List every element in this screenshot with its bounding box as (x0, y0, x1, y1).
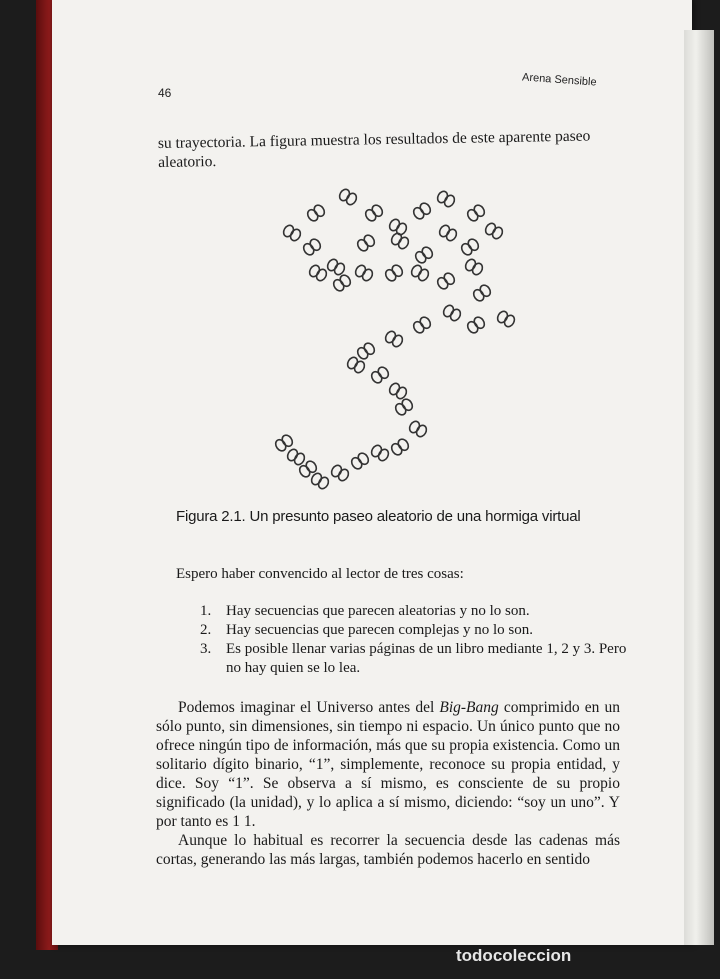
watermark: todocoleccion (456, 946, 572, 965)
lead-paragraph: Espero haber convencido al lector de tres cosas: (176, 566, 464, 582)
footprint-mark (330, 464, 351, 483)
footprint-mark (388, 382, 409, 401)
body-text: Podemos imaginar el Universo antes del Big-Bang comprimido en un sólo punto, sin dimensiones, sin tiempo ni espacio. Un único punto que no ofrece ningún tipo de información, más que su propia existencia. Como un solitario dígito binario, “1”, simplemente, reconoce su propia entidad, y dice. Soy “1”. Se observa a sí mismo, es consciente de su propio significado (la unidad), y lo aplica a sí mismo, diciendo: “soy un uno”. Y por tanto es 1 1. Aunque lo habitual es recorrer la secuencia desde las cadenas más cortas, generando las más largas, también podemos hacerlo en sentido (156, 699, 620, 868)
footprint-mark (460, 237, 481, 257)
footprint-mark (286, 448, 307, 467)
ant-walk-figure (270, 185, 530, 495)
footprint-mark (466, 315, 487, 335)
footprint-mark (298, 459, 319, 479)
footprint-mark (394, 397, 415, 417)
footprint-mark (410, 264, 431, 283)
footprint-mark (414, 245, 435, 265)
footprint-mark (464, 258, 485, 277)
footprint-mark (302, 237, 323, 257)
footprint-mark (306, 203, 327, 223)
footprint-mark (496, 310, 517, 329)
footprint-mark (412, 315, 433, 335)
running-title: Arena Sensible (521, 71, 597, 89)
intro-paragraph: su trayectoria. La figura muestra los resultados de este aparente paseo aleatorio. (157, 127, 591, 172)
footprint-mark (436, 271, 457, 291)
footprint-mark (310, 472, 331, 491)
page-number: 46 (158, 86, 172, 100)
footprint-mark (326, 258, 347, 277)
list-item: 2. Hay secuencias que parecen complejas y no lo son. (200, 622, 533, 638)
footprint-mark (338, 188, 359, 207)
footprint-mark (384, 330, 405, 349)
footprint-mark (408, 420, 429, 439)
footprint-mark (466, 203, 487, 223)
page-stack-edge (684, 30, 714, 945)
footprint-mark (354, 264, 375, 283)
footprint-mark (438, 224, 459, 243)
footprint-mark (356, 341, 377, 361)
footprint-mark (282, 224, 303, 243)
figure-caption: Figura 2.1. Un presunto paseo aleatorio de una hormiga virtual (176, 508, 581, 525)
footprint-mark (436, 190, 457, 209)
footprint-mark (370, 444, 391, 463)
list-item: 1. Hay secuencias que parecen aleatorias y no lo son. (200, 603, 530, 619)
footprint-mark (390, 437, 411, 457)
list-item: 3. Es posible llenar varias páginas de un libro mediante 1, 2 y 3. Pero no hay quien se lo lea. (200, 641, 627, 676)
footprint-mark (412, 201, 433, 221)
footprint-mark (442, 304, 463, 323)
numbered-list (200, 602, 630, 678)
footprint-mark (350, 451, 371, 471)
footprint-mark (384, 263, 405, 283)
footprint-mark (364, 203, 385, 223)
body-paragraph-2: Aunque lo habitual es recorrer la secuencia desde las cadenas más cortas, generando las más largas, también podemos hacerlo en sentido (156, 832, 620, 868)
footprint-mark (472, 283, 493, 303)
footprint-mark (356, 233, 377, 253)
footprint-mark (308, 264, 329, 283)
footprint-mark (370, 365, 391, 385)
footprint-mark (390, 232, 411, 251)
footprint-mark (332, 273, 353, 293)
footprint-mark (484, 222, 505, 241)
